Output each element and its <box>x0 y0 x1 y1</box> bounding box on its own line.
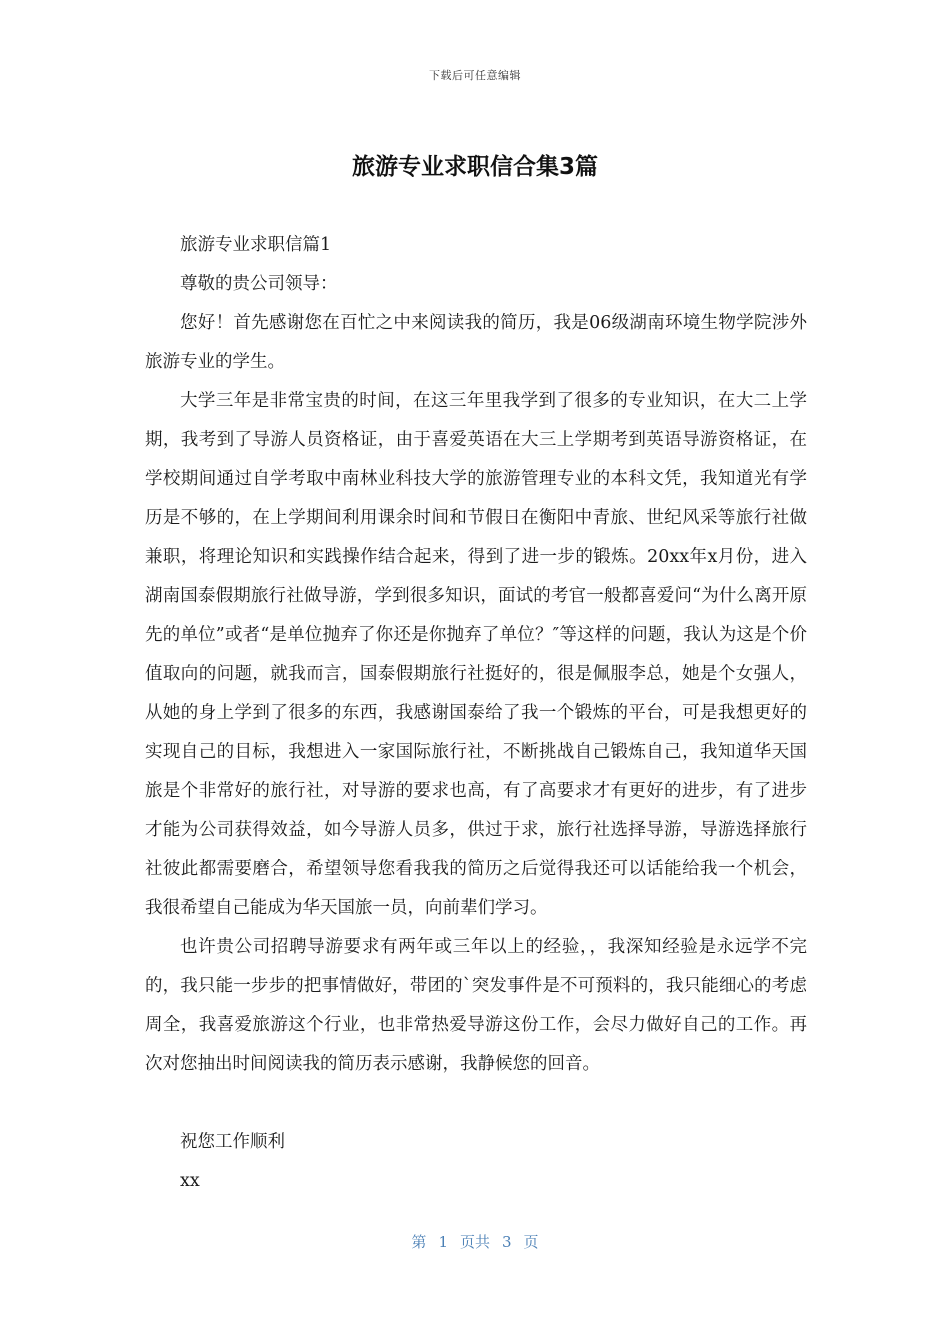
salutation: 尊敬的贵公司领导： <box>180 274 338 294</box>
page-label-prefix: 第 <box>411 1233 427 1251</box>
paragraph-experience: 大学三年是非常宝贵的时间，在这三年里我学到了很多的专业知识，在大二上学期，我考到了导游人员资格证，由于喜爱英语在大三上学期考到英语导游资格证，在学校期间通过自学考取中南林业科技大学的旅游管理专业的本科文凭，我知道光有学历是不够的，在上学期间利用课余时间和节假日在衡阳中青旅、世纪风采等旅行社做兼职，将理论知识和实践操作结合起来，得到了进一步的锻炼。20xx年x月份，进入湖南国泰假期旅行社做导游，学到很多知识，面试的考官一般都喜爱问“为什么离开原先的单位”或者“是单位抛弃了你还是你抛弃了单位？″等这样的问题，我认为这是个价值取向的问题，就我而言，国泰假期旅行社挺好的，很是佩服李总，她是个女强人，从她的身上学到了很多的东西，我感谢国泰给了我一个锻炼的平台，可是我想更好的实现自己的目标，我想进入一家国际旅行社，不断挑战自己锻炼自己，我知道华天国旅是个非常好的旅行社，对导游的要求也高，有了高要求才有更好的进步，有了进步才能为公司获得效益，如今导游人员多，供过于求，旅行社选择导游，导游选择旅行社彼此都需要磨合，希望领导您看我我的简历之后觉得我还可以话能给我一个机会，我很希望自己能成为华天国旅一员，向前辈们学习。 <box>145 391 807 918</box>
page-number-footer <box>0 1231 950 1252</box>
document-title: 旅游专业求职信合集3篇 <box>351 154 598 180</box>
header-note: 下载后可任意编辑 <box>429 69 521 82</box>
paragraph-intro: 您好！首先感谢您在百忙之中来阅读我的简历，我是06级湖南环境生物学院涉外旅游专业的学生。 <box>145 313 807 372</box>
page-label-suffix: 页 <box>523 1233 539 1251</box>
page-label-mid: 页共 <box>459 1233 490 1251</box>
page-current: 1 <box>438 1233 448 1251</box>
page-total: 3 <box>502 1233 512 1251</box>
section-heading: 旅游专业求职信篇1 <box>180 235 332 255</box>
paragraph-closing-remarks: 也许贵公司招聘导游要求有两年或三年以上的经验，，我深知经验是永远学不完的，我只能一步步的把事情做好，带团的`突发事件是不可预料的，我只能细心的考虑周全，我喜爱旅游这个行业，也非常热爱导游这份工作，会尽力做好自己的工作。再次对您抽出时间阅读我的简历表示感谢，我静候您的回音。 <box>145 937 807 1074</box>
document-body <box>145 226 807 1201</box>
closing-line: 祝您工作顺利 <box>180 1132 285 1152</box>
signature: xx <box>180 1171 200 1191</box>
